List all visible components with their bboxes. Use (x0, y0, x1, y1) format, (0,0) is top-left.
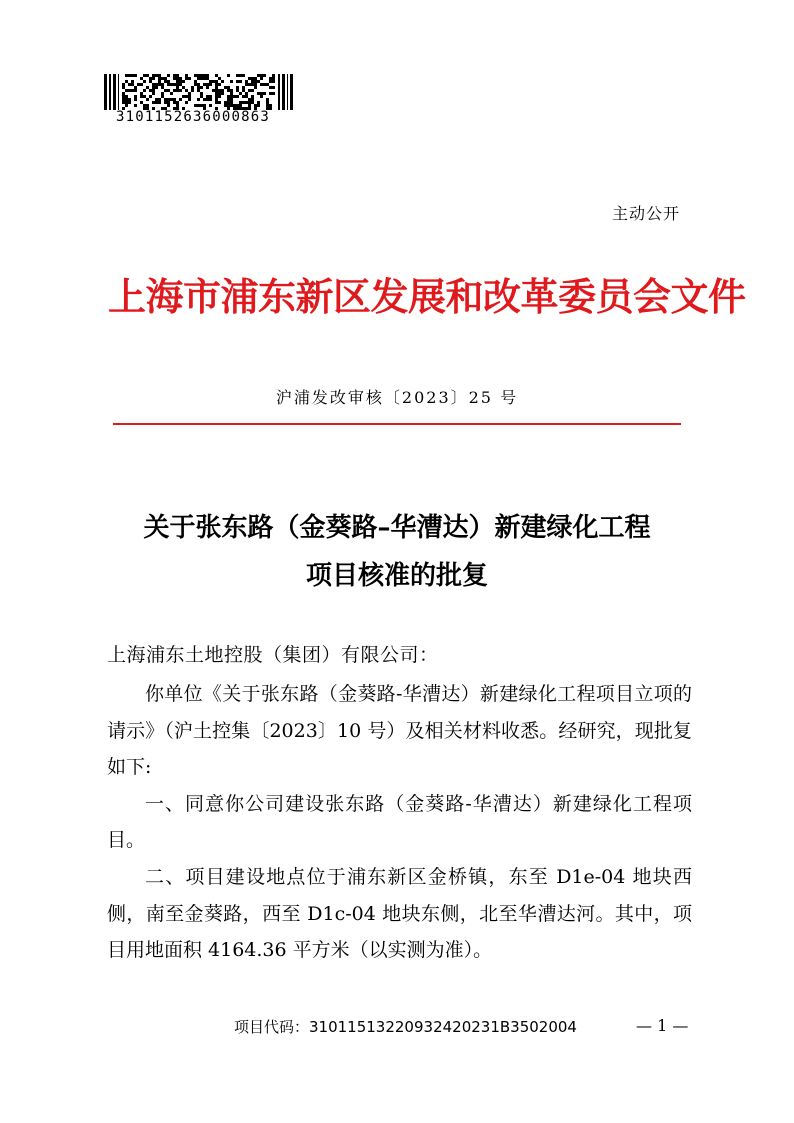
barcode-number: 3101152636000863 (116, 109, 271, 125)
body-paragraph: 二、项目建设地点位于浦东新区金桥镇，东至 D1e-04 地块西侧，南至金葵路，西至 D1c-04 地块东侧，北至华漕达河。其中，项目用地面积 4164.36 平方米（以实测为准）。 (107, 865, 692, 962)
page-number: — 1 — (636, 1016, 689, 1035)
document-title-line-1: 关于张东路（金葵路–华漕达）新建绿化工程 (143, 513, 651, 543)
body-paragraph: 一、同意你公司建设张东路（金葵路-华漕达）新建绿化工程项目。 (107, 792, 692, 852)
body-text (107, 676, 692, 969)
project-code: 项目代码：31011513220932420231B3502004 (234, 1018, 577, 1036)
document-number: 沪浦发改审核〔2023〕25 号 (275, 388, 519, 407)
document-title-line-2: 项目核准的批复 (305, 561, 488, 591)
body-paragraph: 你单位《关于张东路（金葵路-华漕达）新建绿化工程项目立项的请示》（沪土控集〔2023〕10 号）及相关材料收悉。经研究，现批复如下: (107, 683, 692, 779)
disclosure-label: 主动公开 (612, 204, 681, 223)
issuing-organization-title: 上海市浦东新区发展和改革委员会文件 (108, 274, 746, 319)
barcode (104, 74, 294, 110)
document-title (0, 504, 794, 600)
recipient: 上海浦东土地控股（集团）有限公司： (107, 644, 439, 666)
red-separator-line (113, 423, 681, 425)
